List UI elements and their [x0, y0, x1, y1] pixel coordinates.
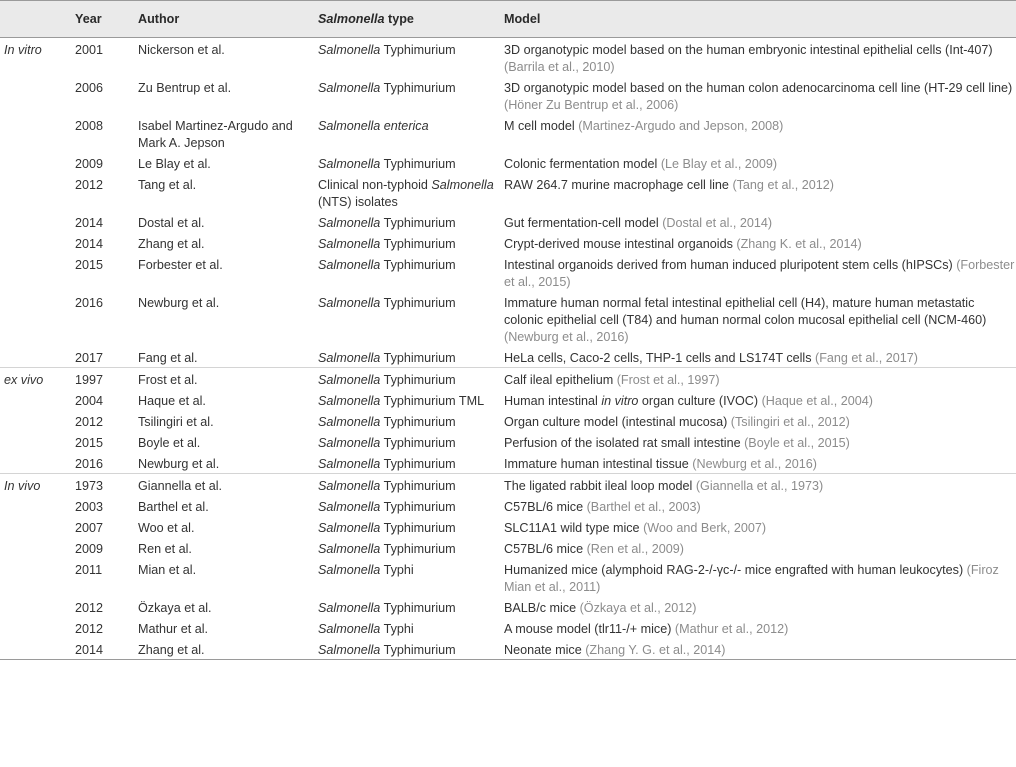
table-row [0, 291, 1016, 346]
cell-model [504, 232, 1016, 253]
cell-year: 2011 [75, 563, 103, 577]
table-row [0, 452, 1016, 474]
table-row [0, 232, 1016, 253]
cell-salmonella-type [318, 346, 504, 368]
cell-author: Forbester et al. [138, 258, 223, 272]
type-serovar: Typhimurium [380, 643, 456, 657]
cell-salmonella-type [318, 638, 504, 660]
type-genus: Salmonella [318, 643, 381, 657]
type-serovar: Typhi [380, 622, 414, 636]
model-text: Neonate mice [504, 643, 586, 657]
cell-author: Nickerson et al. [138, 43, 225, 57]
type-genus: Salmonella [318, 394, 381, 408]
type-serovar: Typhimurium [380, 373, 456, 387]
type-serovar: Typhimurium [380, 43, 456, 57]
cell-salmonella-type [318, 389, 504, 410]
cell-year: 2017 [75, 351, 104, 365]
table-row [0, 253, 1016, 291]
cell-author: Barthel et al. [138, 500, 209, 514]
table-row [0, 617, 1016, 638]
type-genus: Salmonella [318, 351, 381, 365]
table-row [0, 173, 1016, 211]
cell-author: Tang et al. [138, 178, 197, 192]
model-text: RAW 264.7 murine macrophage cell line [504, 178, 733, 192]
cell-salmonella-type [318, 253, 504, 291]
cell-salmonella-type [318, 431, 504, 452]
type-genus: Salmonella [318, 436, 381, 450]
cell-model [504, 173, 1016, 211]
cell-group: In vivo [0, 474, 75, 496]
type-serovar: Typhimurium TML [380, 394, 485, 408]
cell-year: 2008 [75, 119, 104, 133]
cell-year: 2012 [75, 178, 104, 192]
cell-group [0, 410, 75, 431]
model-text: C57BL/6 mice [504, 542, 587, 556]
type-genus: Salmonella [318, 216, 381, 230]
type-serovar: Typhimurium [380, 258, 456, 272]
cell-model [504, 558, 1016, 596]
cell-model [504, 253, 1016, 291]
cell-model [504, 617, 1016, 638]
type-serovar: Typhi [380, 563, 414, 577]
cell-group [0, 152, 75, 173]
header-author: Author [138, 1, 318, 38]
cell-author: Fang et al. [138, 351, 198, 365]
cell-model [504, 389, 1016, 410]
cell-model [504, 474, 1016, 496]
model-text: Colonic fermentation model [504, 157, 661, 171]
cell-year: 2007 [75, 521, 104, 535]
cell-author: Zu Bentrup et al. [138, 81, 232, 95]
model-citation: (Newburg et al., 2016) [692, 457, 817, 471]
cell-author: Boyle et al. [138, 436, 201, 450]
model-text: Organ culture model (intestinal mucosa) [504, 415, 731, 429]
cell-model [504, 368, 1016, 390]
cell-year: 2015 [75, 436, 104, 450]
cell-group [0, 253, 75, 291]
cell-salmonella-type [318, 173, 504, 211]
cell-author: Newburg et al. [138, 296, 220, 310]
cell-year: 2012 [75, 415, 104, 429]
model-citation: (Firoz Mian et al., 2011) [504, 563, 999, 594]
header-type-italic: Salmonella [318, 11, 385, 26]
cell-group [0, 211, 75, 232]
table-body [0, 38, 1016, 660]
cell-model [504, 431, 1016, 452]
cell-model [504, 495, 1016, 516]
type-serovar: Typhimurium [380, 500, 456, 514]
type-genus: Salmonella [318, 415, 381, 429]
cell-salmonella-type [318, 516, 504, 537]
cell-year: 1973 [75, 474, 138, 496]
type-genus: Salmonella enterica [318, 119, 429, 133]
type-genus: Salmonella [431, 178, 494, 192]
cell-author: Le Blay et al. [138, 157, 211, 171]
cell-group [0, 516, 75, 537]
cell-author: Giannella et al. [138, 474, 318, 496]
cell-group [0, 389, 75, 410]
type-genus: Salmonella [318, 157, 381, 171]
model-citation: (Özkaya et al., 2012) [579, 601, 697, 615]
model-citation: (Giannella et al., 1973) [695, 479, 824, 493]
cell-year: 2003 [75, 500, 104, 514]
model-citation: (Le Blay et al., 2009) [660, 157, 778, 171]
model-citation: (Barrila et al., 2010) [504, 60, 615, 74]
model-citation: (Dostal et al., 2014) [662, 216, 773, 230]
type-genus: Salmonella [318, 258, 381, 272]
cell-group [0, 638, 75, 660]
table-row [0, 38, 1016, 77]
cell-year: 2014 [75, 216, 104, 230]
type-serovar: Typhimurium [380, 157, 456, 171]
cell-salmonella-type [318, 537, 504, 558]
type-serovar: Typhimurium [380, 457, 456, 471]
table-row [0, 389, 1016, 410]
cell-author: Tsilingiri et al. [138, 415, 214, 429]
cell-author: Haque et al. [138, 394, 206, 408]
type-genus: Salmonella [318, 479, 381, 493]
cell-salmonella-type [318, 38, 504, 77]
model-text: C57BL/6 mice [504, 500, 587, 514]
model-text: Human intestinal [504, 394, 602, 408]
header-type-rest: type [384, 11, 414, 26]
type-serovar: Typhimurium [380, 81, 456, 95]
model-italic: in vitro [601, 394, 639, 408]
table-row [0, 346, 1016, 368]
cell-model [504, 537, 1016, 558]
cell-author: Woo et al. [138, 521, 195, 535]
type-genus: Salmonella [318, 563, 381, 577]
model-citation: (Martinez-Argudo and Jepson, 2008) [578, 119, 784, 133]
cell-model [504, 516, 1016, 537]
model-citation: (Höner Zu Bentrup et al., 2006) [504, 98, 679, 112]
cell-salmonella-type [318, 410, 504, 431]
cell-group [0, 291, 75, 346]
cell-year: 2012 [75, 601, 104, 615]
cell-group [0, 558, 75, 596]
type-genus: Salmonella [318, 622, 381, 636]
type-serovar: Typhimurium [380, 436, 456, 450]
type-prefix: Clinical non-typhoid [318, 178, 432, 192]
type-serovar: Typhimurium [380, 521, 456, 535]
model-citation: (Zhang Y. G. et al., 2014) [585, 643, 726, 657]
type-genus: Salmonella [318, 43, 381, 57]
cell-author: Isabel Martinez-Argudo and Mark A. Jepson [138, 119, 293, 150]
cell-author: Özkaya et al. [138, 601, 212, 615]
cell-salmonella-type [318, 211, 504, 232]
cell-group [0, 617, 75, 638]
cell-model [504, 346, 1016, 368]
cell-group [0, 495, 75, 516]
cell-salmonella-type [318, 495, 504, 516]
type-genus: Salmonella [318, 296, 381, 310]
cell-year: 2015 [75, 258, 104, 272]
header-row [0, 1, 1016, 38]
cell-group [0, 431, 75, 452]
model-citation: (Woo and Berk, 2007) [643, 521, 767, 535]
table-row [0, 495, 1016, 516]
cell-year: 2001 [75, 43, 104, 57]
model-citation: (Boyle et al., 2015) [744, 436, 850, 450]
model-citation: (Ren et al., 2009) [586, 542, 684, 556]
cell-group [0, 452, 75, 474]
model-text: Crypt-derived mouse intestinal organoids [504, 237, 737, 251]
table-header [0, 1, 1016, 38]
cell-author: Zhang et al. [138, 237, 205, 251]
cell-group [0, 173, 75, 211]
cell-year: 2009 [75, 542, 104, 556]
cell-salmonella-type [318, 291, 504, 346]
table-row [0, 211, 1016, 232]
cell-group: ex vivo [0, 368, 75, 390]
type-genus: Salmonella [318, 500, 381, 514]
model-text: HeLa cells, Caco-2 cells, THP-1 cells and LS174T cells [504, 351, 816, 365]
type-genus: Salmonella [318, 457, 381, 471]
model-text: Humanized mice (alymphoid RAG-2-/-γc-/- mice engrafted with human leukocytes) [504, 563, 967, 577]
model-text-after: organ culture (IVOC) [638, 394, 762, 408]
cell-model [504, 152, 1016, 173]
type-serovar: Typhimurium [380, 237, 456, 251]
model-citation: (Frost et al., 1997) [616, 373, 720, 387]
table-row [0, 410, 1016, 431]
model-citation: (Mathur et al., 2012) [674, 622, 789, 636]
type-serovar: Typhimurium [380, 542, 456, 556]
model-text: Immature human normal fetal intestinal epithelial cell (H4), mature human metastatic colonic epithelial cell (T84) and human normal colon mucosal epithelial cell (NCM-460) [504, 296, 987, 327]
model-text: BALB/c mice [504, 601, 580, 615]
table-row [0, 537, 1016, 558]
cell-year: 1997 [75, 368, 138, 390]
model-citation: (Haque et al., 2004) [761, 394, 873, 408]
cell-year: 2016 [75, 457, 104, 471]
cell-author: Frost et al. [138, 368, 318, 390]
cell-author: Ren et al. [138, 542, 192, 556]
header-salmonella-type [318, 1, 504, 38]
header-group [0, 1, 75, 38]
model-text: Immature human intestinal tissue [504, 457, 693, 471]
cell-model [504, 114, 1016, 152]
model-text: Calf ileal epithelium [504, 373, 617, 387]
cell-salmonella-type [318, 232, 504, 253]
cell-author: Zhang et al. [138, 638, 318, 660]
model-citation: (Zhang K. et al., 2014) [736, 237, 862, 251]
cell-salmonella-type [318, 617, 504, 638]
model-citation: (Fang et al., 2017) [815, 351, 918, 365]
cell-salmonella-type [318, 368, 504, 390]
cell-group: In vitro [4, 43, 42, 57]
table-row [0, 474, 1016, 496]
cell-model [504, 638, 1016, 660]
type-serovar: Typhimurium [380, 601, 456, 615]
cell-salmonella-type [318, 474, 504, 496]
type-genus: Salmonella [318, 373, 381, 387]
model-citation: (Tang et al., 2012) [732, 178, 834, 192]
model-text: The ligated rabbit ileal loop model [504, 479, 696, 493]
cell-salmonella-type [318, 452, 504, 474]
cell-model [504, 76, 1016, 114]
cell-group [0, 537, 75, 558]
cell-year: 2016 [75, 296, 104, 310]
cell-group [0, 114, 75, 152]
model-citation: (Newburg et al., 2016) [504, 330, 629, 344]
type-serovar: Typhimurium [380, 415, 456, 429]
cell-salmonella-type [318, 152, 504, 173]
table-row [0, 368, 1016, 390]
model-text: 3D organotypic model based on the human embryonic intestinal epithelial cells (Int-407) [504, 43, 993, 57]
table-row [0, 152, 1016, 173]
table-row [0, 516, 1016, 537]
cell-model [504, 211, 1016, 232]
cell-salmonella-type [318, 596, 504, 617]
type-genus: Salmonella [318, 81, 381, 95]
cell-group [0, 76, 75, 114]
table-row [0, 638, 1016, 660]
model-citation: (Tsilingiri et al., 2012) [730, 415, 850, 429]
type-serovar: Typhimurium [380, 351, 456, 365]
header-year: Year [75, 1, 138, 38]
model-text: SLC11A1 wild type mice [504, 521, 644, 535]
cell-year: 2014 [75, 237, 104, 251]
table-row [0, 558, 1016, 596]
table-row [0, 114, 1016, 152]
type-genus: Salmonella [318, 237, 381, 251]
cell-salmonella-type [318, 114, 504, 152]
type-serovar: Typhimurium [380, 479, 456, 493]
model-text: 3D organotypic model based on the human colon adenocarcinoma cell line (HT-29 cell line) [504, 81, 1013, 95]
model-citation: (Barthel et al., 2003) [586, 500, 701, 514]
cell-author: Mian et al. [138, 563, 197, 577]
type-serovar: Typhimurium [380, 296, 456, 310]
cell-year: 2004 [75, 394, 104, 408]
cell-year: 2006 [75, 81, 104, 95]
cell-model [504, 452, 1016, 474]
cell-group [0, 596, 75, 617]
cell-year: 2009 [75, 157, 104, 171]
table-row [0, 76, 1016, 114]
cell-salmonella-type [318, 76, 504, 114]
cell-model [504, 596, 1016, 617]
cell-year: 2012 [75, 622, 104, 636]
type-serovar: (NTS) isolates [318, 195, 398, 209]
type-genus: Salmonella [318, 521, 381, 535]
cell-author: Mathur et al. [138, 622, 208, 636]
cell-model [504, 410, 1016, 431]
model-text: M cell model [504, 119, 579, 133]
cell-author: Dostal et al. [138, 216, 205, 230]
table-row [0, 596, 1016, 617]
type-serovar: Typhimurium [380, 216, 456, 230]
type-genus: Salmonella [318, 542, 381, 556]
model-citation: (Forbester et al., 2015) [504, 258, 1015, 289]
model-text: Intestinal organoids derived from human induced pluripotent stem cells (hIPSCs) [504, 258, 957, 272]
model-text: A mouse model (tlr11-/+ mice) [504, 622, 675, 636]
table-row [0, 431, 1016, 452]
cell-year: 2014 [75, 638, 138, 660]
model-text: Gut fermentation-cell model [504, 216, 663, 230]
type-genus: Salmonella [318, 601, 381, 615]
header-model: Model [504, 1, 1016, 38]
cell-salmonella-type [318, 558, 504, 596]
cell-author: Newburg et al. [138, 457, 220, 471]
model-text: Perfusion of the isolated rat small intestine [504, 436, 745, 450]
cell-model [504, 38, 1016, 77]
cell-group [0, 232, 75, 253]
cell-model [504, 291, 1016, 346]
cell-group [0, 346, 75, 368]
